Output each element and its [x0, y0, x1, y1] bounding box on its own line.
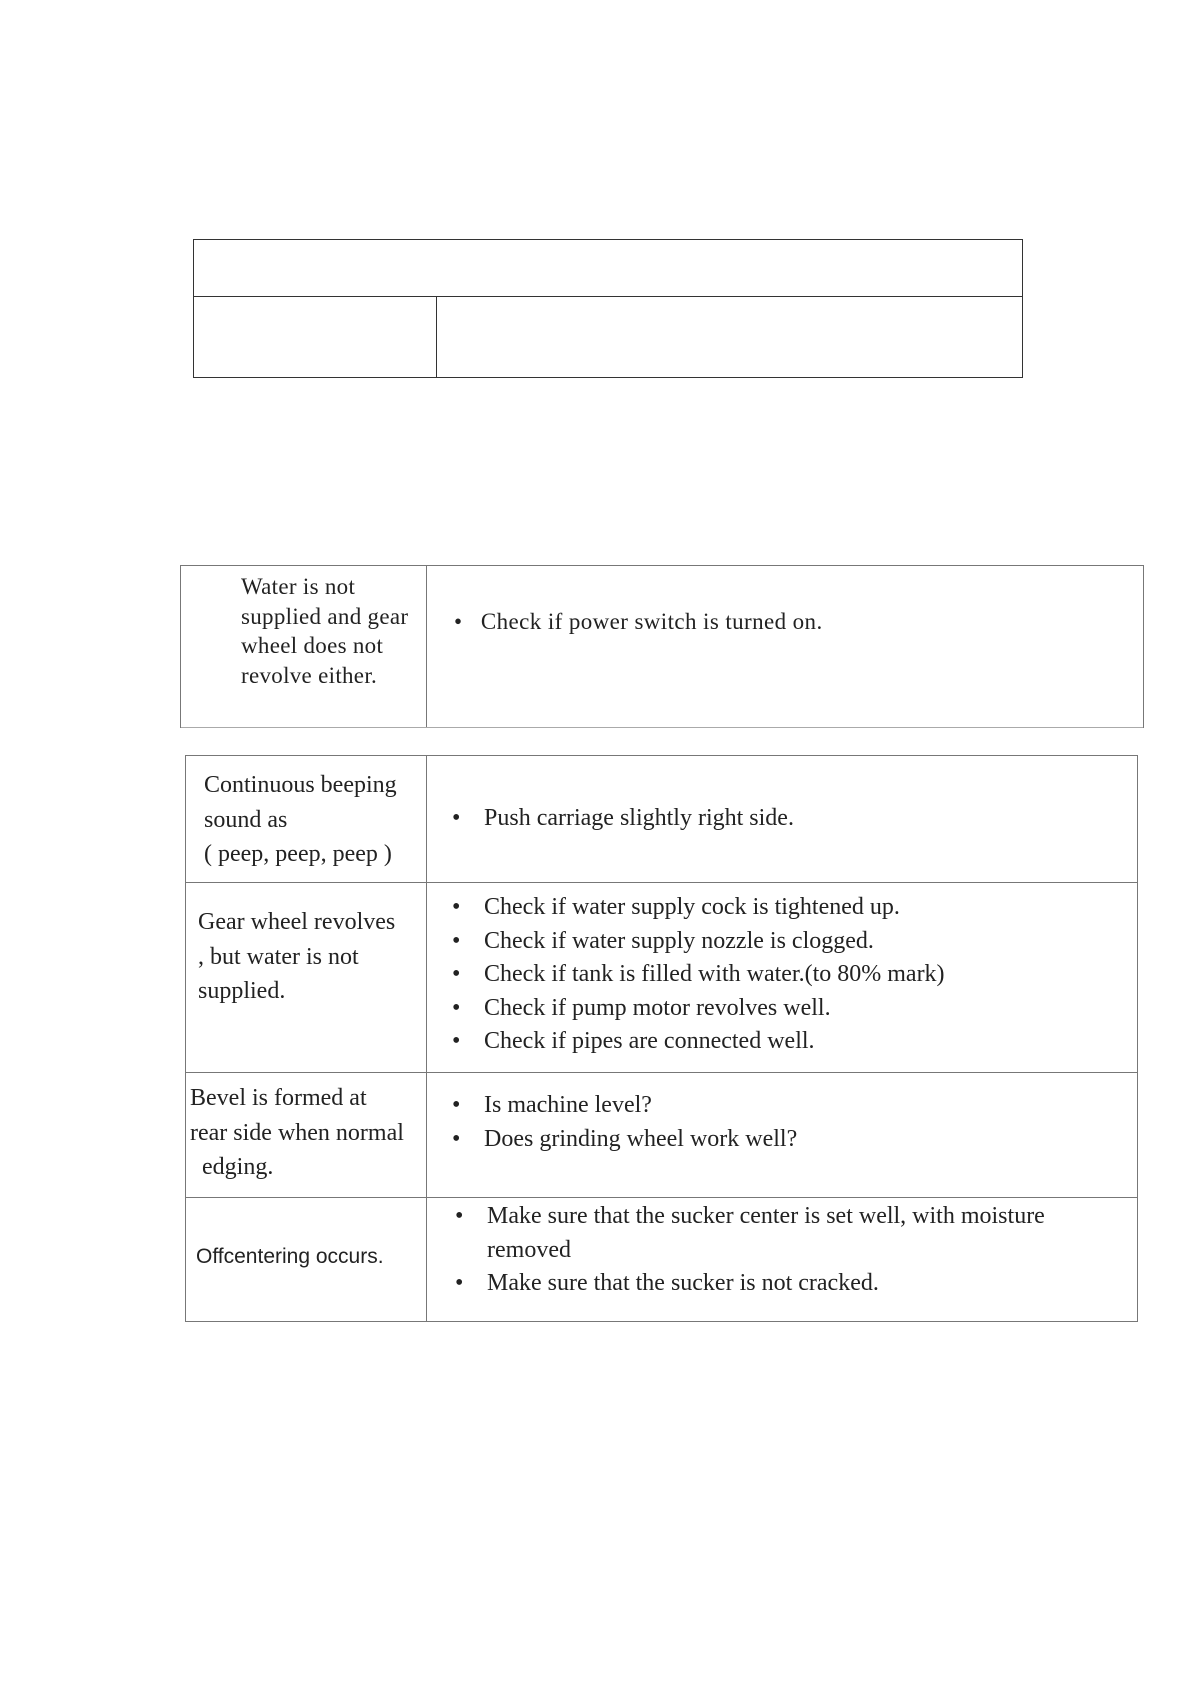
problem-text	[198, 905, 395, 1009]
remedy-cell	[427, 1073, 1137, 1197]
remedy-cell	[427, 883, 1137, 1072]
remedy-item: • Check if pump motor revolves well.	[452, 994, 831, 1021]
problem-line: supplied.	[198, 978, 286, 1004]
remedy-list	[455, 1200, 1107, 1301]
table-row	[186, 1072, 1137, 1197]
problem-text	[204, 768, 397, 872]
remedy-item: • Check if water supply cock is tightened up.	[452, 894, 900, 920]
problem-line: Gear wheel revolves	[198, 909, 396, 935]
table-row	[186, 1197, 1137, 1321]
remedy-list	[452, 802, 794, 836]
remedy-item: • Does grinding wheel work well?	[452, 1125, 798, 1152]
remedy-item: • Check if pipes are connected well.	[452, 1028, 815, 1054]
problem-text	[190, 1081, 404, 1185]
bullet: •	[454, 609, 463, 634]
remedy-item: • Check if tank is filled with water.(to 80% mark)	[452, 961, 945, 987]
remedy-item: • Is machine level?	[452, 1092, 652, 1118]
problem-text: Offcentering occurs.	[196, 1245, 384, 1268]
remedy-item	[454, 607, 823, 636]
problem-line: Continuous beeping	[204, 772, 397, 798]
header-row-divider	[194, 296, 1022, 297]
remedy-item: • Check if water supply nozzle is clogged.	[452, 927, 874, 954]
remedy-item: • Make sure that the sucker is not cracked.	[455, 1270, 879, 1296]
remedy-item: • Push carriage slightly right side.	[452, 805, 794, 831]
problem-line: rear side when normal	[190, 1119, 404, 1146]
remedy-list	[452, 1089, 797, 1156]
problem-cell	[186, 883, 427, 1072]
remedy-text: Check if power switch is turned on.	[480, 609, 823, 634]
empty-header-table	[193, 239, 1023, 378]
table-bottom-edge	[181, 727, 1143, 728]
remedy-cell	[427, 756, 1137, 882]
problem-line: Bevel is formed at	[190, 1085, 367, 1111]
column-divider	[426, 566, 427, 728]
troubleshooting-table	[185, 755, 1138, 1322]
problem-line: sound as	[204, 806, 288, 833]
problem-line: ( peep, peep, peep )	[204, 841, 392, 867]
table-row	[186, 756, 1137, 882]
problem-cell	[186, 1073, 427, 1197]
problem-cell	[186, 1198, 427, 1321]
troubleshooting-table-power	[180, 565, 1144, 728]
problem-line: , but water is not	[198, 943, 359, 970]
problem-cell: Water is not supplied and gear wheel does not revolve either.	[241, 574, 409, 688]
remedy-list	[452, 891, 945, 1059]
header-column-divider	[436, 296, 437, 377]
problem-cell	[186, 756, 427, 882]
remedy-cell	[427, 1198, 1137, 1321]
table-row	[186, 882, 1137, 1072]
remedy-item: • Make sure that the sucker center is set well, with moisture removed	[455, 1203, 1045, 1263]
problem-line: edging.	[202, 1154, 274, 1180]
